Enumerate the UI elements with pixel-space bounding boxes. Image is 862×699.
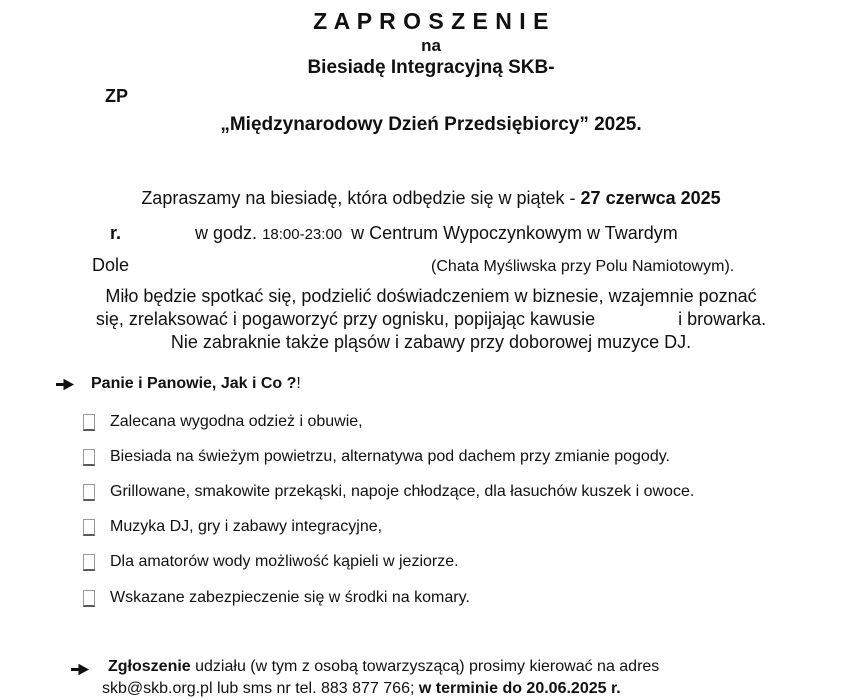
right-arrow-icon <box>55 377 75 397</box>
hours-label: w godz. <box>195 223 258 243</box>
checklist-heading-suffix: ! <box>296 375 301 392</box>
registration-line-1 <box>102 656 659 678</box>
title-preposition: na <box>421 36 441 55</box>
checklist-heading-text <box>91 374 301 394</box>
checklist-item-text: Dla amatorów wody możliwość kąpieli w jeziorze. <box>110 553 459 570</box>
checklist-heading-bold: Panie i Panowie, Jak i Co ? <box>91 375 297 392</box>
venue-note: (Chata Myśliwska przy Polu Namiotowym). <box>431 258 735 275</box>
intro-line-3 <box>0 254 862 278</box>
intro-line-1 <box>0 187 862 209</box>
event-hours: 18:00-23:00 <box>262 226 343 243</box>
checklist-item <box>83 588 470 608</box>
intro-line-1-text: Zapraszamy na biesiadę, która odbędzie się w piątek - <box>141 188 581 208</box>
tab-space <box>595 324 678 325</box>
registration-line-2 <box>102 678 659 699</box>
checkbox-icon <box>83 414 95 431</box>
checklist-item-text: Wskazane zabezpieczenie się w środki na komary. <box>110 589 470 606</box>
checklist-heading <box>55 374 301 397</box>
checklist-item-text: Grillowane, smakowite przekąski, napoje chłodzące, dla łasuchów kuszek i owoce. <box>110 483 695 500</box>
checkbox-icon <box>83 519 95 536</box>
venue-text: w Centrum Wypoczynkowym w Twardym <box>351 223 678 243</box>
intro-line-2 <box>0 222 862 246</box>
tab-space <box>121 238 195 239</box>
intro-line-4: Miło będzie spotkać się, podzielić doświadczeniem w biznesie, wzajemnie poznać <box>105 286 757 306</box>
contact-info: skb@skb.org.pl lub sms nr tel. 883 877 766; <box>102 680 419 697</box>
registration-note-text <box>102 656 659 699</box>
checkbox-icon <box>83 590 95 607</box>
checklist-item <box>83 412 363 432</box>
date-abbrev: r. <box>110 223 122 243</box>
tab-space <box>129 270 431 271</box>
checkbox-icon <box>83 554 95 571</box>
intro-line-5 <box>0 308 862 330</box>
checklist-item <box>83 482 694 502</box>
org-suffix: ZP <box>105 86 129 106</box>
venue-town: Dole <box>92 255 130 275</box>
registration-keyword: Zgłoszenie <box>108 658 191 675</box>
right-arrow-icon <box>70 661 90 683</box>
checklist-item <box>83 552 459 572</box>
event-date: 27 czerwca 2025 <box>580 188 721 208</box>
checklist-item-text: Muzyka DJ, gry i zabawy integracyjne, <box>110 518 383 535</box>
intro-line-5-start: się, zrelaksować i pogaworzyć przy ognisku, popijając kawusie <box>95 309 596 329</box>
event-name: Biesiadę Integracyjną SKB- <box>307 57 555 78</box>
registration-note <box>70 656 659 699</box>
checklist-item-text: Zalecana wygodna odzież i obuwie, <box>110 413 363 430</box>
checkbox-icon <box>83 449 95 466</box>
checkbox-icon <box>83 484 95 501</box>
checklist-item-text: Biesiada na świeżym powietrzu, alternatywa pod dachem przy zmianie pogody. <box>110 448 670 465</box>
event-theme: „Międzynarodowy Dzień Przedsiębiorcy” 2025. <box>220 114 642 135</box>
registration-line-1-rest: udziału (w tym z osobą towarzyszącą) prosimy kierować na adres <box>190 658 660 675</box>
deadline-text: w terminie do 20.06.2025 r. <box>418 680 621 697</box>
intro-line-6: Nie zabraknie także pląsów i zabawy przy doborowej muzyce DJ. <box>170 332 692 352</box>
checklist-item <box>83 447 670 467</box>
intro-line-5-end: i browarka. <box>678 309 767 329</box>
document-title: Z A P R O S Z E N I E <box>313 8 549 34</box>
checklist-item <box>83 517 382 537</box>
